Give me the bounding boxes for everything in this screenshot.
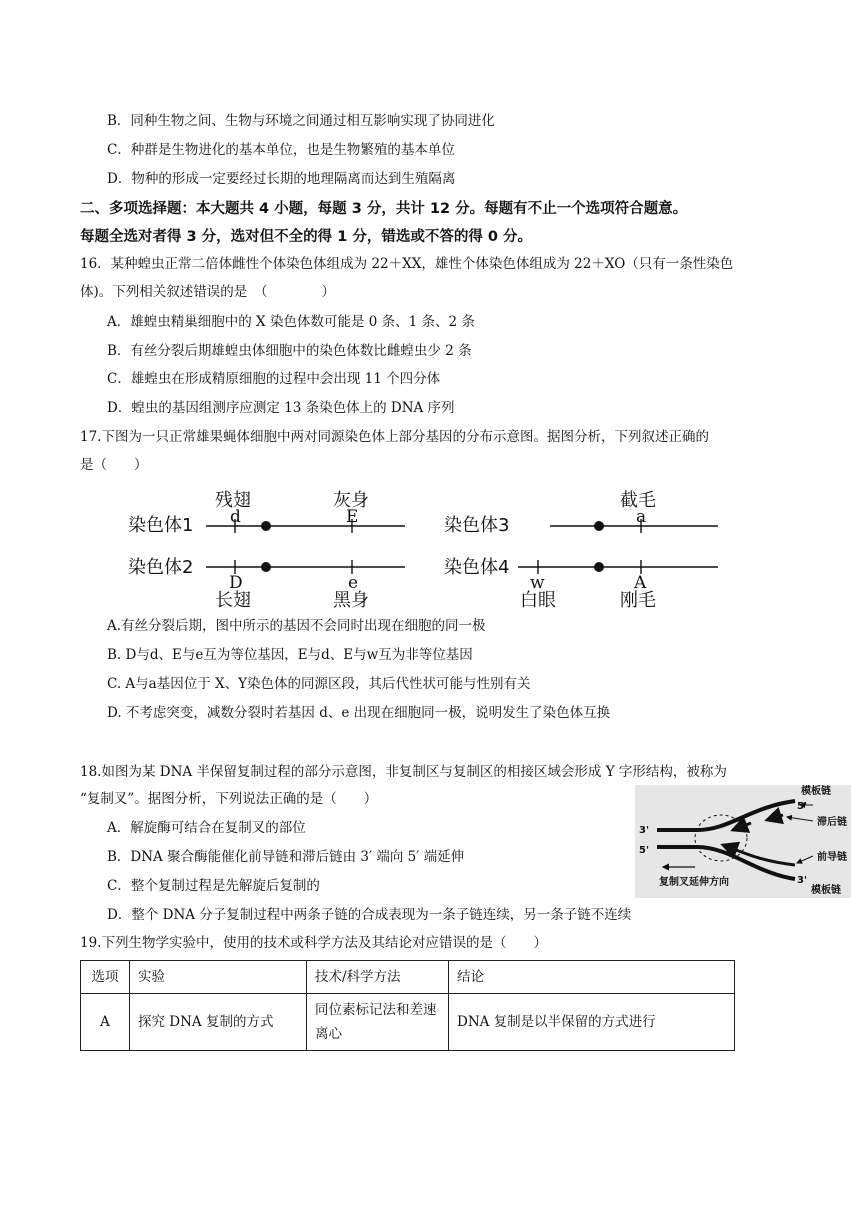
label-5-left: 5' xyxy=(639,845,650,856)
label-template-top: 模板链 xyxy=(801,786,831,797)
gene-w: w xyxy=(530,573,545,593)
trait-gray-body: 灰身 xyxy=(333,490,369,511)
chromosome-2-label: 染色体2 xyxy=(128,557,194,578)
trait-cut-bristle: 截毛 xyxy=(620,490,656,511)
q19-table xyxy=(80,960,735,1051)
gene-D: D xyxy=(229,573,243,593)
q16-stem-line2: 体)。下列相关叙述错误的是 （ ） xyxy=(80,284,336,300)
label-template-bottom: 模板链 xyxy=(811,885,841,896)
replication-fork-figure xyxy=(635,785,851,898)
trait-bristle: 刚毛 xyxy=(620,590,656,611)
table-row xyxy=(81,994,735,1051)
q16-option-a: A．雄蝗虫精巢细胞中的 X 染色体数可能是 0 条、1 条、2 条 xyxy=(107,314,475,330)
q17-option-b: B. D与d、E与e互为等位基因，E与d、E与w互为非等位基因 xyxy=(107,647,473,663)
q18-stem-line2: “复制叉”。据图分析，下列说法正确的是（ ） xyxy=(80,791,378,807)
chromosome-gene-diagram xyxy=(120,478,740,618)
label-3-bottom: 3' xyxy=(797,875,808,886)
chromosome-4-label: 染色体4 xyxy=(444,557,510,578)
q15-option-c: C．种群是生物进化的基本单位，也是生物繁殖的基本单位 xyxy=(107,142,455,158)
section-heading-line2: 每题全选对者得 3 分，选对但不全的得 1 分，错选或不答的得 0 分。 xyxy=(80,229,533,245)
table-cell: 探究 DNA 复制的方式 xyxy=(130,994,307,1051)
q16-option-d: D．蝗虫的基因组测序应测定 13 条染色体上的 DNA 序列 xyxy=(107,400,455,416)
chromosome-1-centromere xyxy=(261,521,271,531)
label-5-top: 5' xyxy=(797,801,808,812)
chromosome-2-centromere xyxy=(261,562,271,572)
q17-option-c: C. A与a基因位于 X、Y染色体的同源区段，其后代性状可能与性别有关 xyxy=(107,676,531,692)
chromosome-3-label: 染色体3 xyxy=(444,515,510,536)
chromosome-3-centromere xyxy=(594,521,604,531)
label-fork-direction: 复制叉延伸方向 xyxy=(659,877,729,888)
trait-long-wing: 长翅 xyxy=(215,590,251,611)
table-header-cell: 技术/科学方法 xyxy=(307,961,449,994)
gene-a: a xyxy=(636,507,647,527)
table-header-row xyxy=(81,961,735,994)
q18-option-b: B．DNA 聚合酶能催化前导链和滞后链由 3′ 端向 5′ 端延伸 xyxy=(107,849,465,865)
q16-stem-line1: 16．某种蝗虫正常二倍体雌性个体染色体组成为 22＋XX，雄性个体染色体组成为 22＋XO（只有一条性染色 xyxy=(80,256,734,272)
q15-option-d: D．物种的形成一定要经过长期的地理隔离而达到生殖隔离 xyxy=(107,171,456,187)
q18-option-a: A．解旋酶可结合在复制叉的部位 xyxy=(107,820,306,836)
gene-E: E xyxy=(346,507,359,527)
q17-option-a: A.有丝分裂后期，图中所示的基因不会同时出现在细胞的同一极 xyxy=(107,618,486,634)
q16-option-c: C．雄蝗虫在形成精原细胞的过程中会出现 11 个四分体 xyxy=(107,371,441,387)
table-cell: A xyxy=(81,994,130,1051)
chromosome-4-centromere xyxy=(594,562,604,572)
q19-stem: 19.下列生物学实验中，使用的技术或科学方法及其结论对应错误的是（ ） xyxy=(80,935,547,951)
label-lagging: 滞后链 xyxy=(817,817,847,828)
gene-d: d xyxy=(230,507,241,527)
q18-stem-line1: 18.如图为某 DNA 半保留复制过程的部分示意图，非复制区与复制区的相接区域会形成 Y 字形结构，被称为 xyxy=(80,764,727,780)
table-header-cell: 实验 xyxy=(130,961,307,994)
label-leading: 前导链 xyxy=(817,852,847,863)
table-header-cell: 选项 xyxy=(81,961,130,994)
chromosome-1-label: 染色体1 xyxy=(128,515,194,536)
trait-residual-wing: 残翅 xyxy=(215,490,251,511)
trait-white-eye: 白眼 xyxy=(520,590,556,611)
q17-option-d: D. 不考虑突变，减数分裂时若基因 d、e 出现在细胞同一极，说明发生了染色体互换 xyxy=(107,705,611,721)
table-header-cell: 结论 xyxy=(449,961,735,994)
section-heading-line1: 二、多项选择题：本大题共 4 小题，每题 3 分，共计 12 分。每题有不止一个选项符合题意。 xyxy=(80,201,688,217)
table-cell: 同位素标记法和差速离心 xyxy=(307,994,449,1051)
gene-e: e xyxy=(348,573,359,593)
trait-black-body: 黑身 xyxy=(333,590,369,611)
q17-stem-line1: 17.下图为一只正常雄果蝇体细胞中两对同源染色体上部分基因的分布示意图。据图分析，下列叙述正确的 xyxy=(80,429,709,445)
q17-stem-line2: 是（ ） xyxy=(80,457,148,473)
q18-option-c: C．整个复制过程是先解旋后复制的 xyxy=(107,878,320,894)
q15-option-b: B．同种生物之间、生物与环境之间通过相互影响实现了协同进化 xyxy=(107,113,495,129)
q18-option-d: D．整个 DNA 分子复制过程中两条子链的合成表现为一条子链连续，另一条子链不连续 xyxy=(107,907,632,923)
q16-option-b: B．有丝分裂后期雄蝗虫体细胞中的染色体数比雌蝗虫少 2 条 xyxy=(107,343,472,359)
gene-A: A xyxy=(634,573,647,593)
label-3-left: 3' xyxy=(639,825,650,836)
table-cell: DNA 复制是以半保留的方式进行 xyxy=(449,994,735,1051)
